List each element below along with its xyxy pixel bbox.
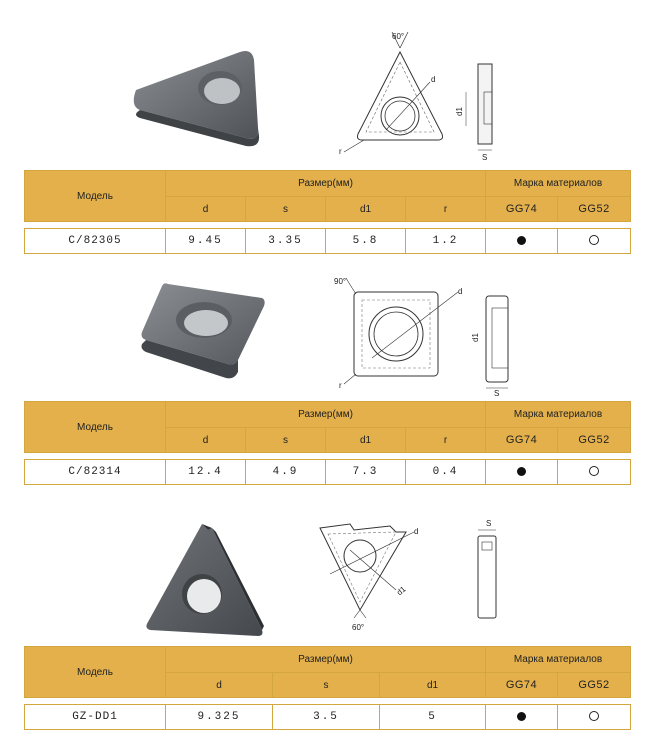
col-d: d bbox=[166, 197, 246, 222]
dim-s-label: S bbox=[494, 389, 500, 398]
material-header: Марка материалов bbox=[486, 402, 631, 428]
col-s: s bbox=[273, 673, 380, 698]
col-gg74: GG74 bbox=[486, 197, 558, 222]
value-s: 4.9 bbox=[246, 460, 326, 485]
value-d: 9.45 bbox=[166, 229, 246, 254]
dim-r-label: r bbox=[339, 381, 342, 390]
model-cell: C/82305 bbox=[25, 229, 166, 254]
dim-d-label: d bbox=[431, 75, 436, 84]
dim-r-label: r bbox=[339, 147, 342, 156]
model-cell: GZ-DD1 bbox=[25, 705, 166, 730]
model-header: Модель bbox=[25, 647, 166, 698]
angle-label: 90° bbox=[334, 277, 347, 286]
empty-circle-icon bbox=[589, 711, 599, 721]
value-r: 0.4 bbox=[406, 460, 486, 485]
dim-d1-label: d1 bbox=[395, 584, 408, 598]
dim-s-label: S bbox=[486, 519, 492, 528]
value-s: 3.5 bbox=[273, 705, 380, 730]
col-s: s bbox=[246, 197, 326, 222]
col-d1: d1 bbox=[380, 673, 486, 698]
value-d: 9.325 bbox=[166, 705, 273, 730]
angle-label: 60° bbox=[352, 623, 365, 632]
col-r: r bbox=[406, 197, 486, 222]
dim-d1-label: d1 bbox=[471, 333, 480, 342]
col-d: d bbox=[166, 673, 273, 698]
model-header: Модель bbox=[25, 402, 166, 453]
value-s: 3.35 bbox=[246, 229, 326, 254]
dim-s-label: S bbox=[482, 153, 488, 162]
col-d1: d1 bbox=[326, 197, 406, 222]
model-cell: C/82314 bbox=[25, 460, 166, 485]
col-d1: d1 bbox=[326, 428, 406, 453]
insert-photo-grooving bbox=[140, 520, 270, 640]
col-gg52: GG52 bbox=[558, 673, 631, 698]
value-d1: 5.8 bbox=[326, 229, 406, 254]
col-gg74: GG74 bbox=[486, 428, 558, 453]
col-gg74: GG74 bbox=[486, 673, 558, 698]
value-d1: 7.3 bbox=[326, 460, 406, 485]
col-d: d bbox=[166, 428, 246, 453]
spec-table-3 bbox=[24, 646, 631, 730]
value-d: 12.4 bbox=[166, 460, 246, 485]
filled-dot-icon bbox=[517, 712, 526, 721]
col-s: s bbox=[246, 428, 326, 453]
model-header: Модель bbox=[25, 171, 166, 222]
dim-d1-label: d1 bbox=[455, 107, 464, 116]
gg74-cell bbox=[486, 705, 558, 730]
col-gg52: GG52 bbox=[558, 428, 631, 453]
col-r: r bbox=[406, 428, 486, 453]
value-d1: 5 bbox=[380, 705, 486, 730]
gg52-cell bbox=[558, 705, 631, 730]
material-header: Марка материалов bbox=[486, 647, 631, 673]
value-r: 1.2 bbox=[406, 229, 486, 254]
dim-d-label: d bbox=[458, 287, 463, 296]
size-header: Размер(мм) bbox=[166, 647, 486, 673]
material-header: Марка материалов bbox=[486, 171, 631, 197]
technical-drawing-3 bbox=[310, 518, 510, 648]
size-header: Размер(мм) bbox=[166, 171, 486, 197]
col-gg52: GG52 bbox=[558, 197, 631, 222]
angle-label: 60° bbox=[392, 32, 405, 41]
size-header: Размер(мм) bbox=[166, 402, 486, 428]
table-row bbox=[25, 705, 631, 730]
dim-d-label: d bbox=[414, 527, 419, 536]
